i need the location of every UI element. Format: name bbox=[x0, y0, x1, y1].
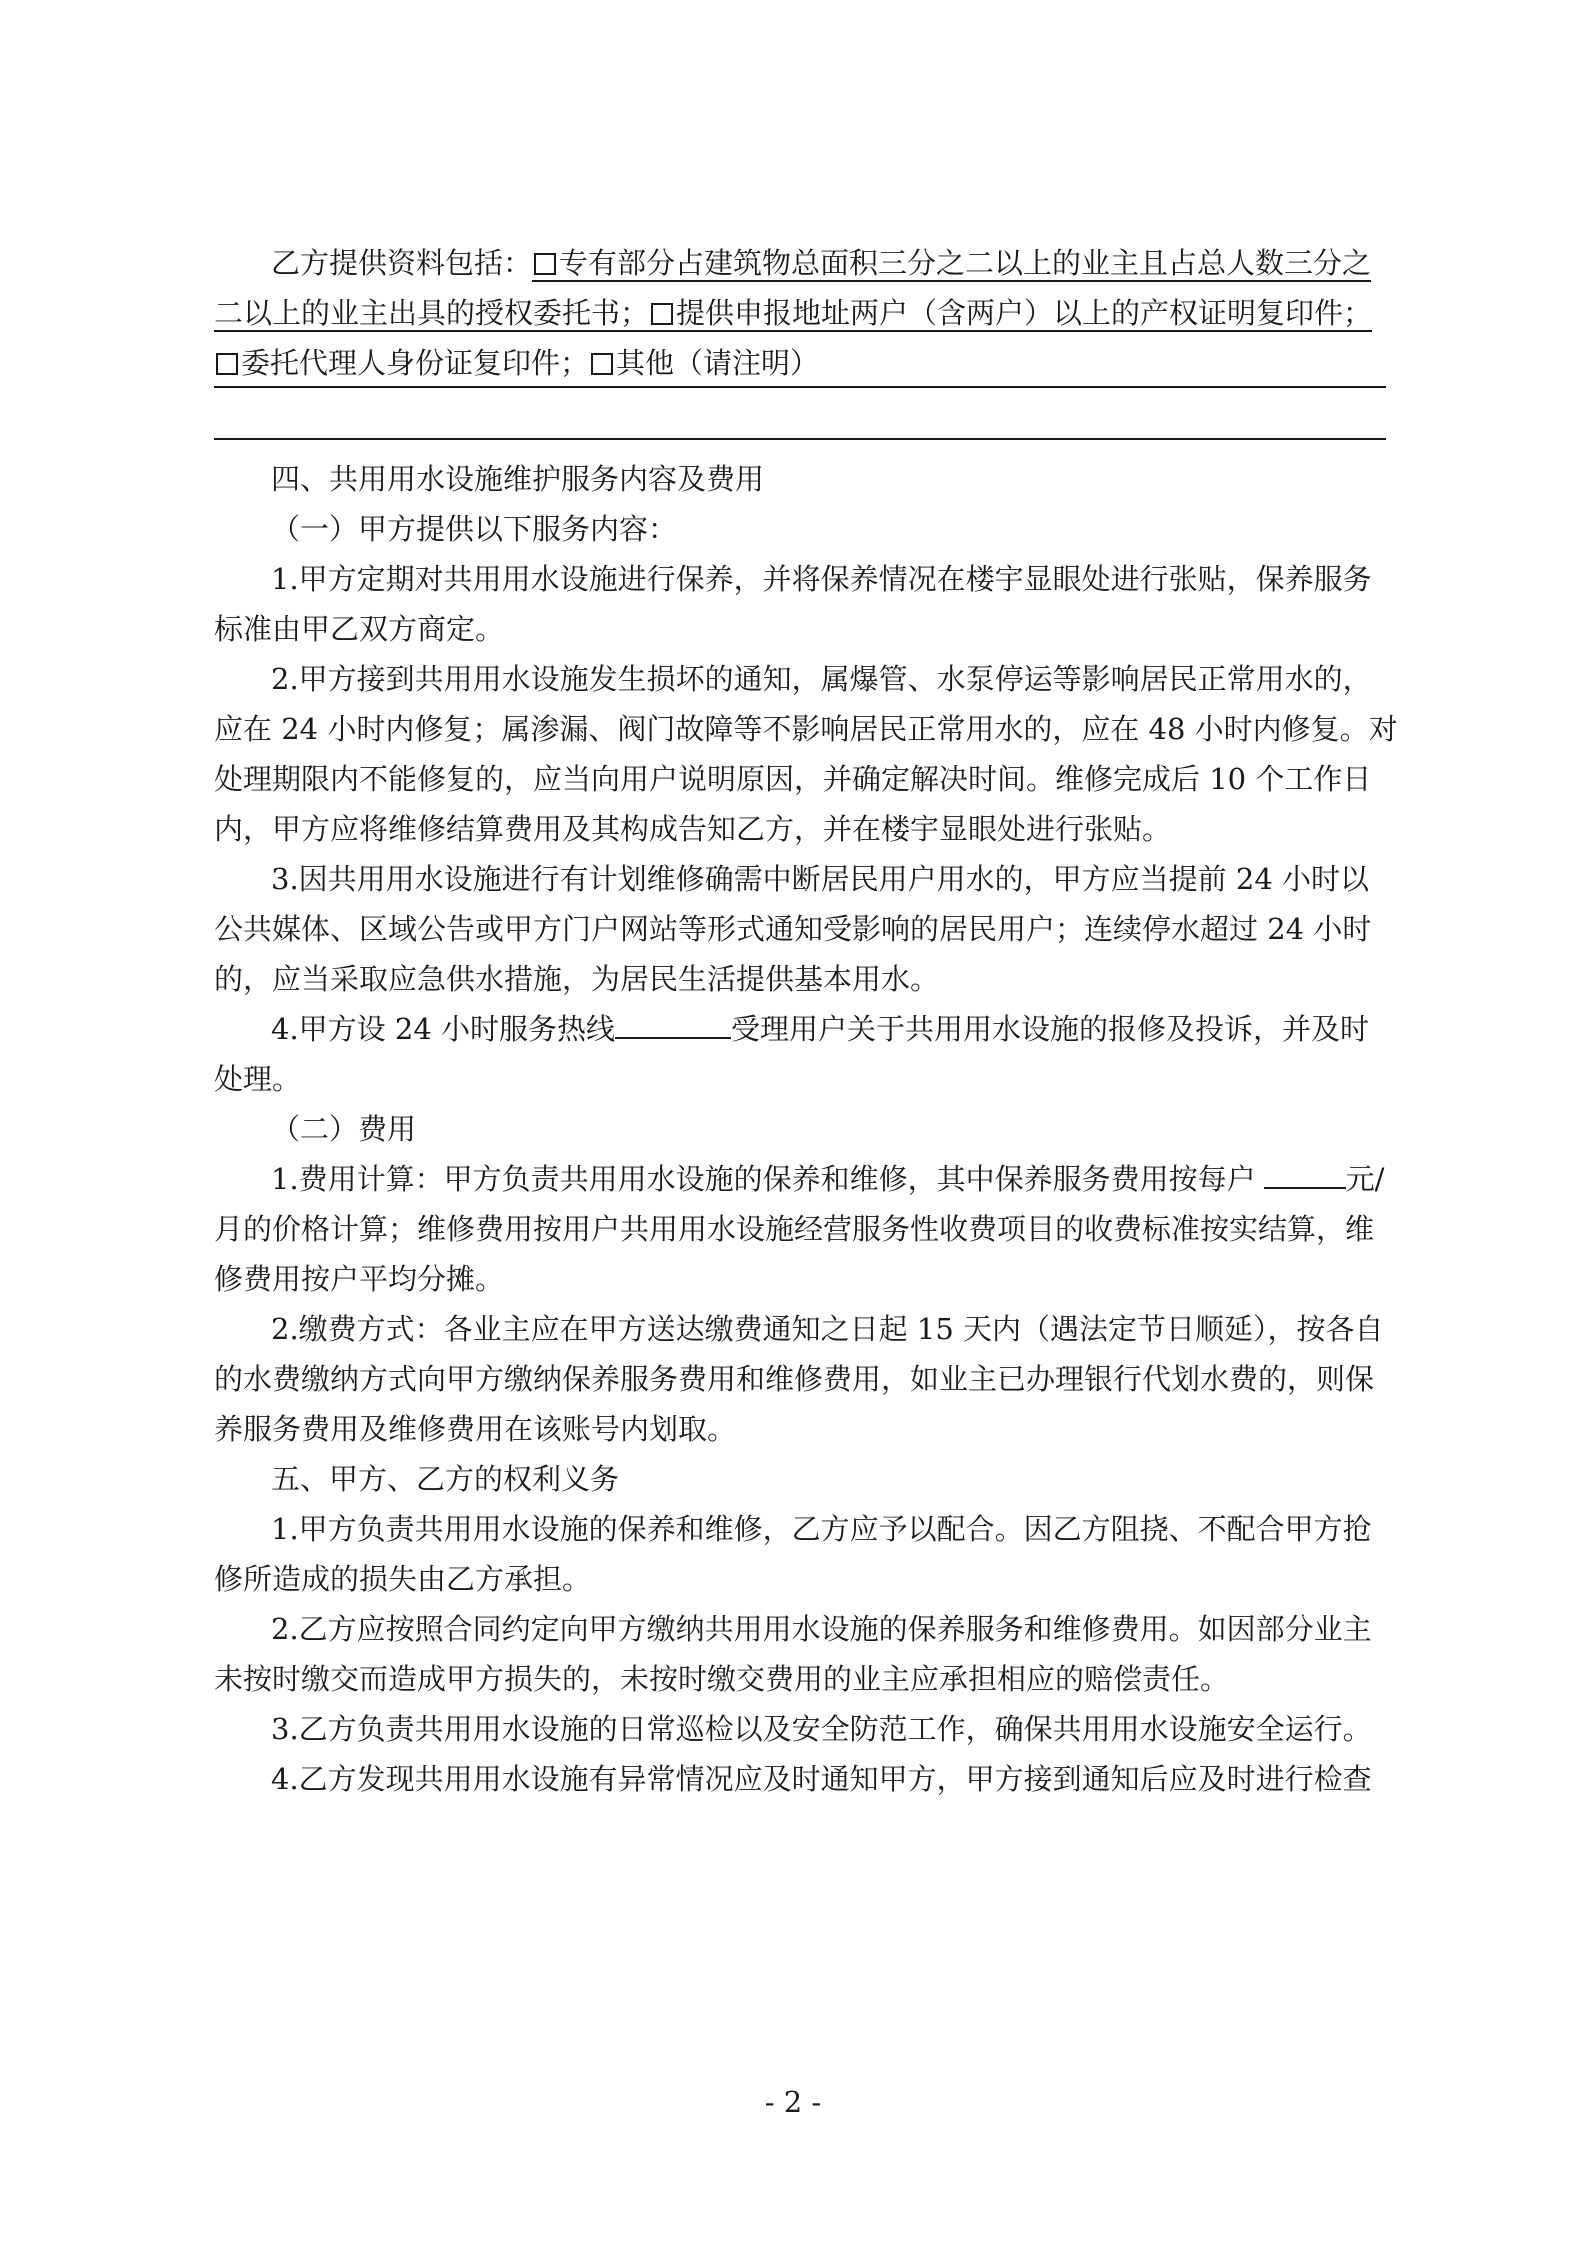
s4-fee1-line3: 修费用按户平均分摊。 bbox=[214, 1262, 505, 1296]
section-4-sub1-title: （一）甲方提供以下服务内容： bbox=[271, 512, 678, 546]
s5-item2-line2: 未按时缴交而造成甲方损失的，未按时缴交费用的业主应承担相应的赔偿责任。 bbox=[214, 1662, 1230, 1696]
s4-item2-line3: 处理期限内不能修复的，应当向用户说明原因，并确定解决时间。维修完成后 10 个工作日 bbox=[214, 762, 1372, 796]
s5-item4-line1: 4.乙方发现共用用水设施有异常情况应及时通知甲方，甲方接到通知后应及时进行检查 bbox=[271, 1762, 1372, 1796]
materials-option-1a: 专有部分占建筑物总面积三分之二以上的业主且占总人数三分之 bbox=[559, 246, 1372, 280]
s4-fee2-line3: 养服务费用及维修费用在该账号内划取。 bbox=[214, 1412, 737, 1446]
s4-item4-line1 bbox=[214, 1004, 1386, 1054]
s5-item3-line1: 3.乙方负责共用用水设施的日常巡检以及安全防范工作，确保共用用水设施安全运行。 bbox=[271, 1712, 1372, 1746]
s5-item2-line1: 2.乙方应按照合同约定向甲方缴纳共用用水设施的保养服务和维修费用。如因部分业主 bbox=[271, 1612, 1372, 1646]
s4-item1-line1: 1.甲方定期对共用用水设施进行保养，并将保养情况在楼宇显眼处进行张贴，保养服务 bbox=[271, 562, 1372, 596]
s4-fee1-line1 bbox=[214, 1154, 1386, 1204]
s5-item1-line2: 修所造成的损失由乙方承担。 bbox=[214, 1562, 592, 1596]
s4-item2-line1: 2.甲方接到共用用水设施发生损坏的通知，属爆管、水泵停运等影响居民正常用水的， bbox=[271, 662, 1372, 696]
section-5-title: 五、甲方、乙方的权利义务 bbox=[271, 1462, 620, 1496]
s4-fee2-line2: 的水费缴纳方式向甲方缴纳保养服务费用和维修费用，如业主已办理银行代划水费的，则保 bbox=[214, 1362, 1375, 1396]
s4-item1-line2: 标准由甲乙双方商定。 bbox=[214, 612, 505, 646]
materials-label: 乙方提供资料包括： bbox=[271, 246, 533, 280]
materials-line-1 bbox=[214, 238, 1386, 288]
s4-item4-line2: 处理。 bbox=[214, 1062, 302, 1096]
page-number: - 2 - bbox=[764, 2085, 822, 2119]
fee-amount-blank[interactable] bbox=[1264, 1155, 1346, 1189]
s4-item2-line4: 内，甲方应将维修结算费用及其构成告知乙方，并在楼宇显眼处进行张贴。 bbox=[214, 812, 1172, 846]
checkbox-icon[interactable] bbox=[534, 253, 556, 275]
s4-fee1-line2: 月的价格计算；维修费用按用户共用用水设施经营服务性收费项目的收费标准按实结算，维 bbox=[214, 1212, 1375, 1246]
hotline-label: 4.甲方设 24 小时服务热线 bbox=[271, 1012, 616, 1046]
materials-option-3: 委托代理人身份证复印件； bbox=[241, 346, 590, 380]
fee-unit-text: 元/ bbox=[1345, 1162, 1385, 1196]
section-4-sub2-title: （二）费用 bbox=[271, 1112, 417, 1146]
s4-item3-line1: 3.因共用用水设施进行有计划维修确需中断居民用户用水的，甲方应当提前 24 小时以 bbox=[271, 862, 1370, 896]
s4-item2-line2: 应在 24 小时内修复；属渗漏、阀门故障等不影响居民正常用水的，应在 48 小时内修复。对 bbox=[214, 712, 1398, 746]
document-body bbox=[214, 238, 1398, 1804]
fee-calc-text: 1.费用计算：甲方负责共用用水设施的保养和维修，其中保养服务费用按每户 bbox=[271, 1162, 1256, 1196]
checkbox-icon[interactable] bbox=[591, 353, 613, 375]
materials-option-2: 提供申报地址两户（含两户）以上的产权证明复印件； bbox=[676, 296, 1373, 330]
checkbox-icon[interactable] bbox=[651, 303, 673, 325]
hotline-text: 受理用户关于共用用水设施的报修及投诉，并及时 bbox=[731, 1012, 1370, 1046]
materials-fill-in-rule[interactable] bbox=[214, 388, 1386, 440]
materials-line-3 bbox=[214, 338, 1386, 388]
materials-option-1b: 二以上的业主出具的授权委托书； bbox=[214, 296, 650, 330]
checkbox-icon[interactable] bbox=[216, 353, 238, 375]
materials-option-4: 其他（请注明） bbox=[616, 346, 820, 380]
s4-item3-line3: 的，应当采取应急供水措施，为居民生活提供基本用水。 bbox=[214, 962, 940, 996]
materials-line-2 bbox=[214, 288, 1386, 338]
s4-item3-line2: 公共媒体、区域公告或甲方门户网站等形式通知受影响的居民用户；连续停水超过 24 小时 bbox=[214, 912, 1372, 946]
hotline-blank[interactable] bbox=[615, 1005, 731, 1039]
section-4-title: 四、共用用水设施维护服务内容及费用 bbox=[271, 462, 765, 496]
s5-item1-line1: 1.甲方负责共用用水设施的保养和维修，乙方应予以配合。因乙方阻挠、不配合甲方抢 bbox=[271, 1512, 1372, 1546]
s4-fee2-line1: 2.缴费方式：各业主应在甲方送达缴费通知之日起 15 天内（遇法定节日顺延），按各自 bbox=[271, 1312, 1384, 1346]
